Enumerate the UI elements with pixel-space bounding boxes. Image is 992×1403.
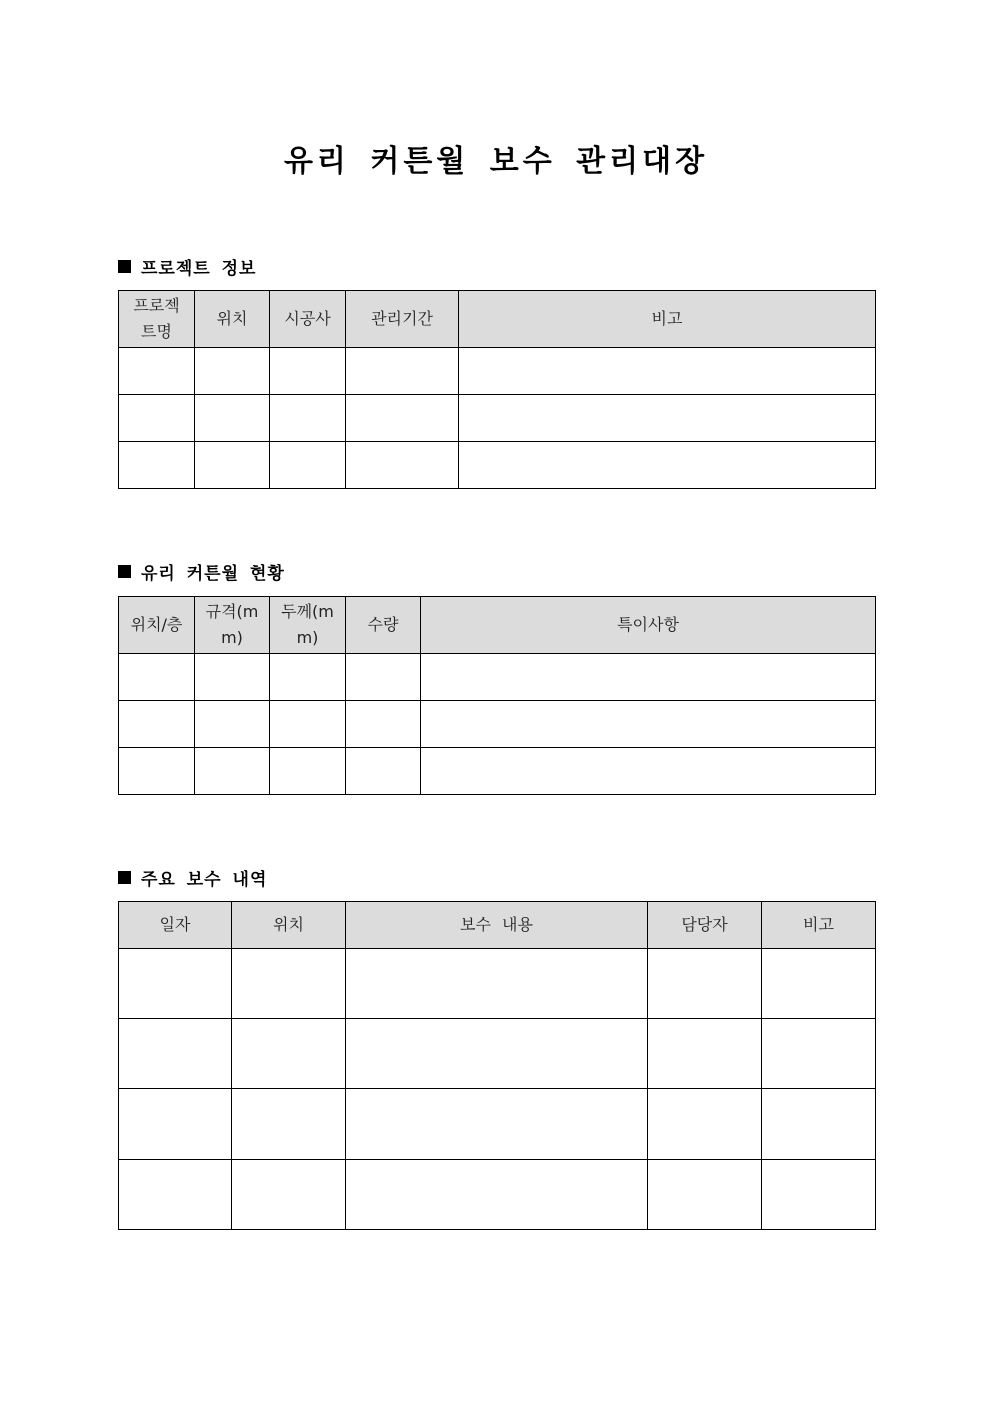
table-cell[interactable] — [421, 701, 876, 748]
table-cell[interactable] — [346, 654, 421, 701]
table-row — [119, 949, 876, 1019]
table-cell[interactable] — [119, 1160, 232, 1230]
table-cell[interactable] — [762, 1089, 876, 1160]
table-cell[interactable] — [762, 1160, 876, 1230]
table-cell[interactable] — [119, 1019, 232, 1089]
table-cell[interactable] — [119, 348, 195, 395]
bullet-square-icon — [118, 871, 131, 884]
table-cell[interactable] — [421, 654, 876, 701]
column-header-thickness-mm: 두께(m m) — [270, 597, 346, 654]
table-cell[interactable] — [346, 1019, 648, 1089]
table-cell[interactable] — [346, 348, 459, 395]
section-heading-label: 프로젝트 정보 — [141, 259, 257, 279]
table-cell[interactable] — [270, 442, 346, 489]
column-header-repair-details: 보수 내용 — [346, 902, 648, 949]
table-row — [119, 748, 876, 795]
table-cell[interactable] — [762, 1019, 876, 1089]
table-cell[interactable] — [195, 348, 270, 395]
table-cell[interactable] — [270, 395, 346, 442]
table-cell[interactable] — [195, 748, 270, 795]
table-cell[interactable] — [119, 395, 195, 442]
table-cell[interactable] — [119, 701, 195, 748]
table-cell[interactable] — [195, 701, 270, 748]
table-cell[interactable] — [195, 654, 270, 701]
table-header-row — [119, 291, 876, 348]
table-cell[interactable] — [648, 1019, 762, 1089]
table-row — [119, 654, 876, 701]
table-cell[interactable] — [232, 1089, 346, 1160]
table-cell[interactable] — [762, 949, 876, 1019]
section-heading-curtainwall-status — [118, 559, 285, 584]
table-cell[interactable] — [270, 701, 346, 748]
column-header-date: 일자 — [119, 902, 232, 949]
page-title: 유리 커튼월 보수 관리대장 — [283, 144, 709, 179]
table-cell[interactable] — [346, 748, 421, 795]
table-cell[interactable] — [346, 1160, 648, 1230]
table-row — [119, 1019, 876, 1089]
table-row — [119, 1160, 876, 1230]
column-header-location: 위치 — [232, 902, 346, 949]
bullet-square-icon — [118, 260, 131, 273]
section-heading-project-info — [118, 254, 256, 279]
column-header-person-in-charge: 담당자 — [648, 902, 762, 949]
column-header-contractor: 시공사 — [270, 291, 346, 348]
table-cell[interactable] — [459, 348, 876, 395]
curtainwall-status-table — [118, 596, 876, 795]
table-cell[interactable] — [232, 1019, 346, 1089]
table-cell[interactable] — [232, 949, 346, 1019]
table-cell[interactable] — [346, 442, 459, 489]
table-cell[interactable] — [346, 395, 459, 442]
table-cell[interactable] — [119, 1089, 232, 1160]
table-cell[interactable] — [195, 395, 270, 442]
table-header-row — [119, 597, 876, 654]
table-row — [119, 395, 876, 442]
column-header-quantity: 수량 — [346, 597, 421, 654]
table-cell[interactable] — [270, 748, 346, 795]
table-cell[interactable] — [648, 949, 762, 1019]
table-cell[interactable] — [421, 748, 876, 795]
table-cell[interactable] — [270, 654, 346, 701]
section-heading-label: 주요 보수 내역 — [141, 870, 268, 890]
table-cell[interactable] — [346, 949, 648, 1019]
column-header-location-floor: 위치/층 — [119, 597, 195, 654]
section-heading-repair-history — [118, 865, 267, 890]
table-cell[interactable] — [459, 442, 876, 489]
column-header-management-period: 관리기간 — [346, 291, 459, 348]
column-header-remarks: 비고 — [459, 291, 876, 348]
repair-history-table — [118, 901, 876, 1230]
table-cell[interactable] — [346, 1089, 648, 1160]
table-row — [119, 442, 876, 489]
table-row — [119, 348, 876, 395]
table-cell[interactable] — [232, 1160, 346, 1230]
table-cell[interactable] — [459, 395, 876, 442]
table-cell[interactable] — [270, 348, 346, 395]
table-row — [119, 701, 876, 748]
column-header-special-notes: 특이사항 — [421, 597, 876, 654]
table-cell[interactable] — [346, 701, 421, 748]
column-header-location: 위치 — [195, 291, 270, 348]
table-cell[interactable] — [119, 748, 195, 795]
column-header-remarks: 비고 — [762, 902, 876, 949]
table-cell[interactable] — [119, 654, 195, 701]
table-cell[interactable] — [119, 442, 195, 489]
column-header-spec-mm: 규격(m m) — [195, 597, 270, 654]
column-header-project-name: 프로젝 트명 — [119, 291, 195, 348]
table-row — [119, 1089, 876, 1160]
table-cell[interactable] — [648, 1160, 762, 1230]
table-cell[interactable] — [119, 949, 232, 1019]
bullet-square-icon — [118, 565, 131, 578]
project-info-table — [118, 290, 876, 489]
table-header-row — [119, 902, 876, 949]
table-cell[interactable] — [195, 442, 270, 489]
section-heading-label: 유리 커튼월 현황 — [141, 564, 285, 584]
table-cell[interactable] — [648, 1089, 762, 1160]
